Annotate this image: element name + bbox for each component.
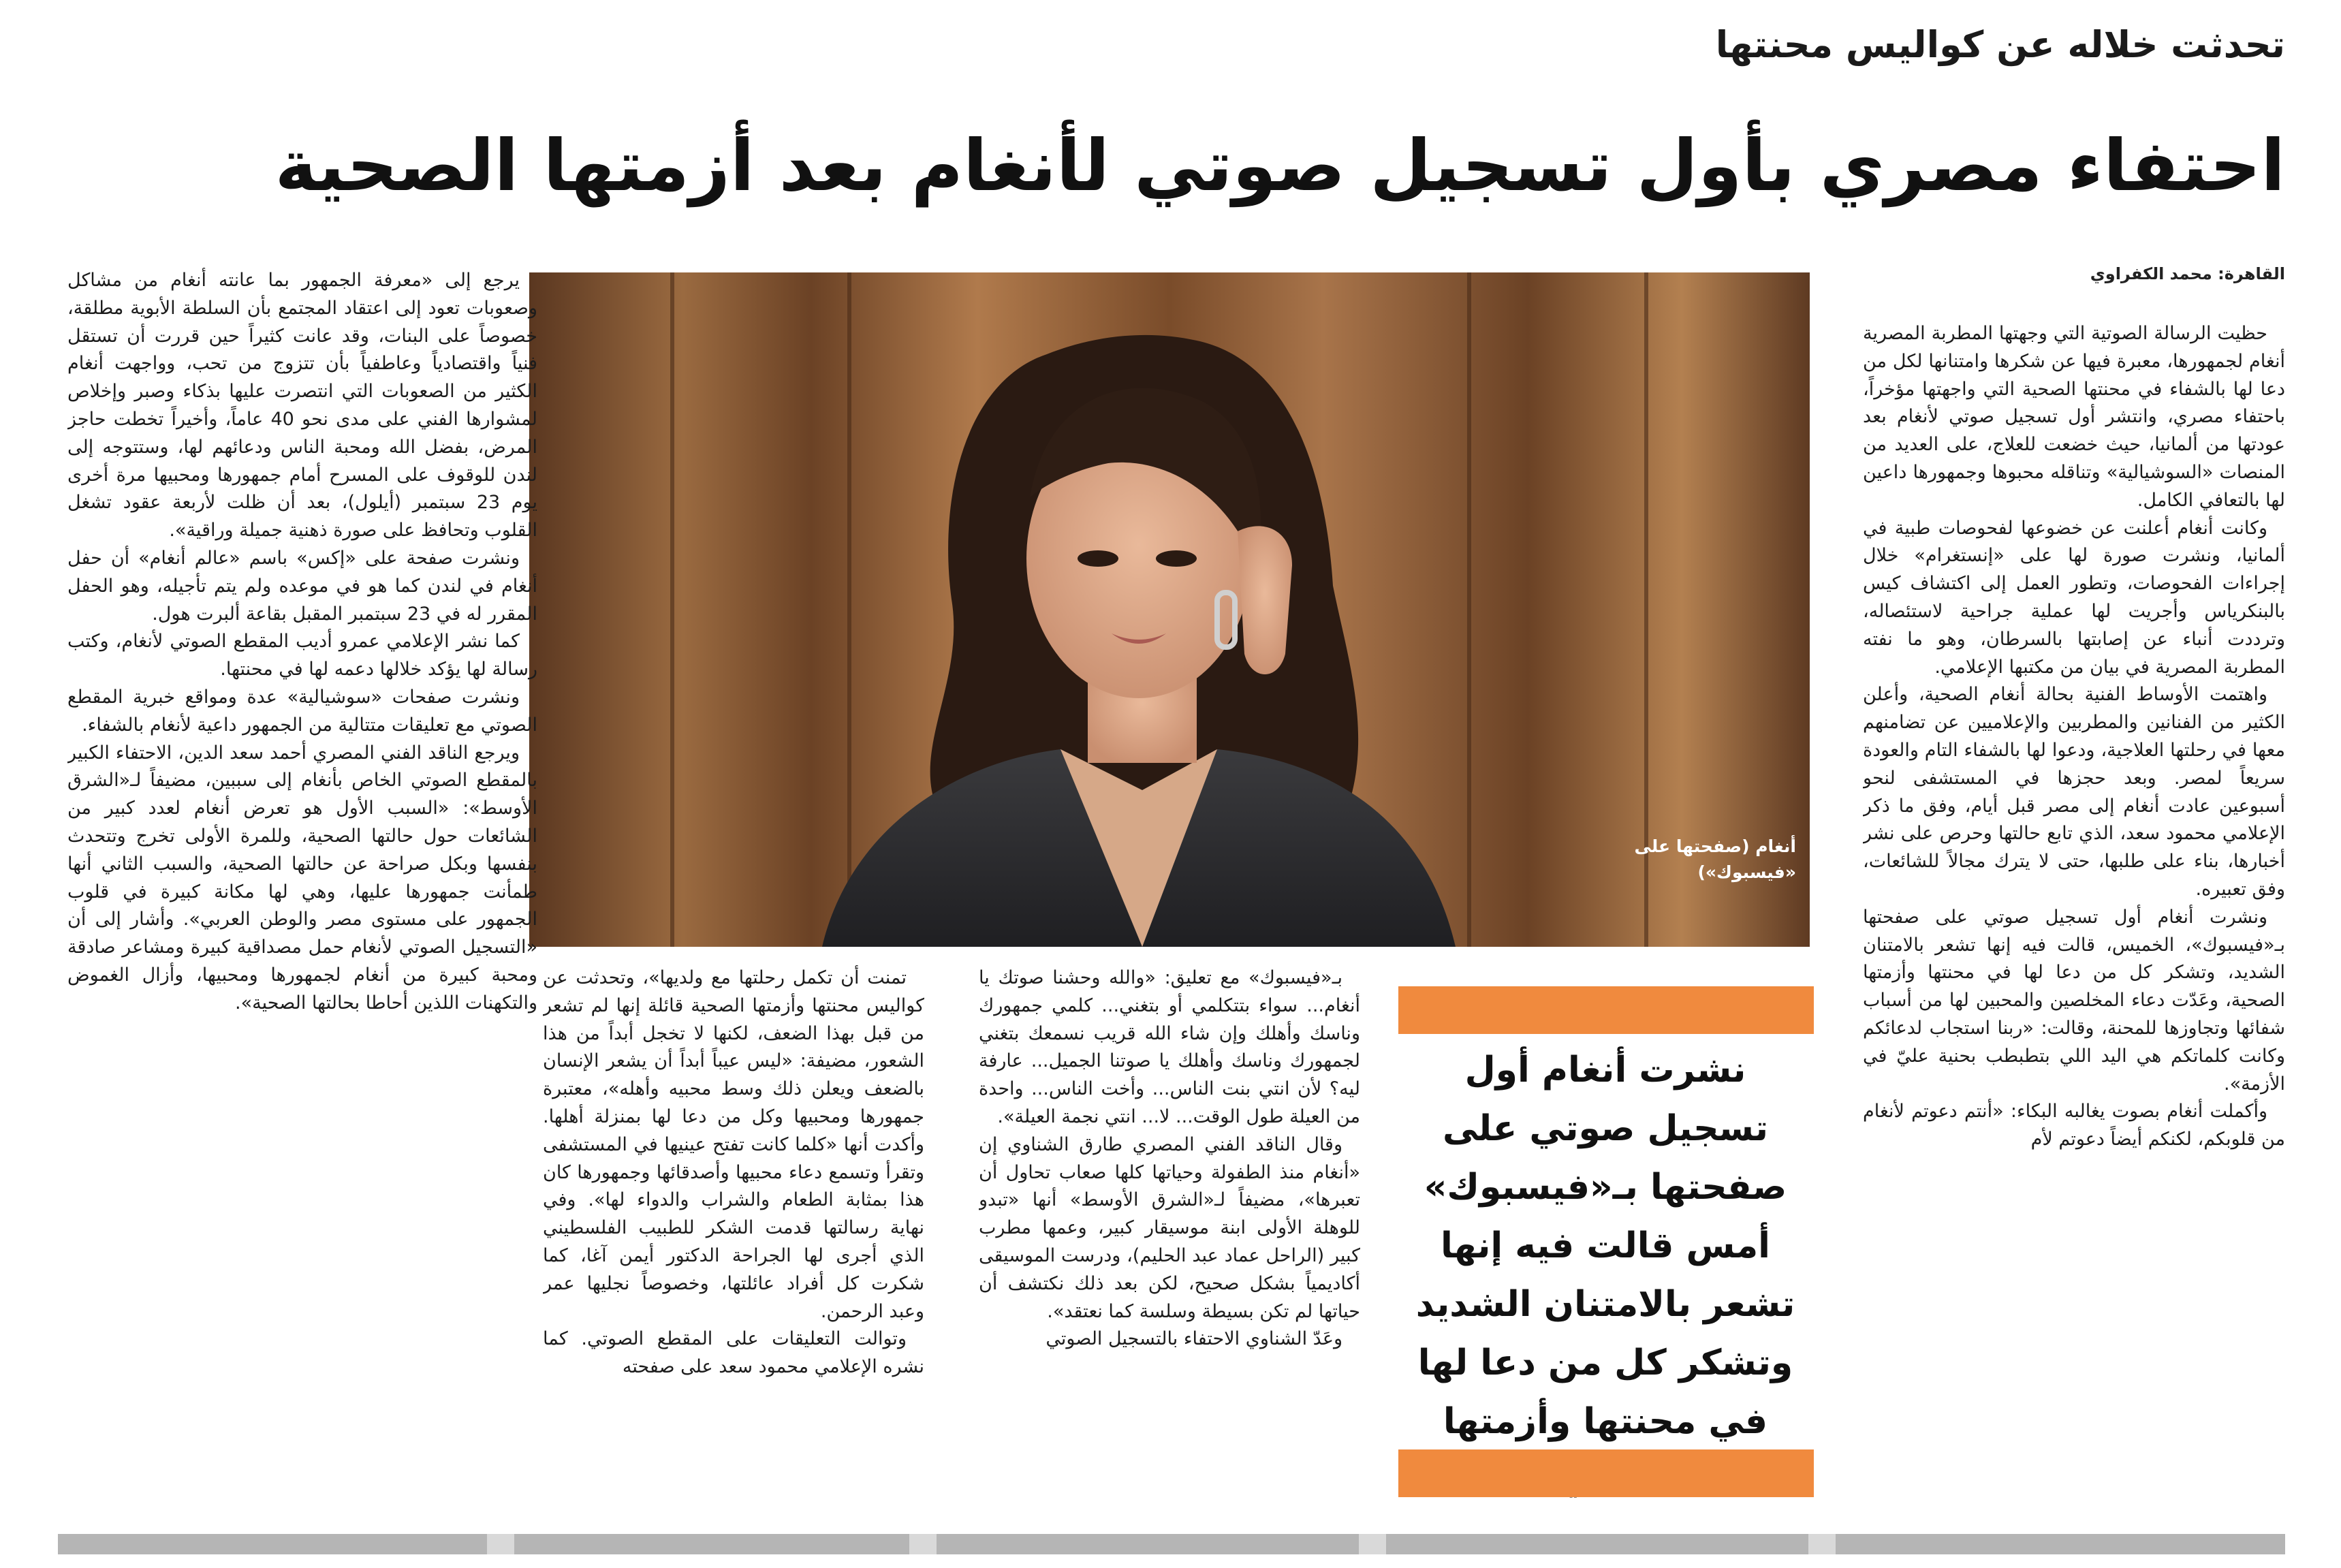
column-2-paragraph: تمنت أن تكمل رحلتها مع ولديها»، وتحدثت عن كواليس محنتها وأزمتها الصحية قائلة إنها لم تشعر من قبل بهذا الضعف، لكنها لا تخجل أبداً من هذا الشعور، مضيفة: «ليس عيباً أبداً أن يشعر الإنسان بالضعف ويعلن ذلك وسط محبيه وأهله»، معتبرة جمهورها ومحبيها وكل من دعا لها بمنزلة أهلها. وأكدت أنها «كلما كانت تفتح عينيها في المستشفى وتقرأ وتسمع دعاء محبيها وأصدقائها وجمهورها كان هذا بمثابة الطعام والشراب والدواء لها». وفي نهاية رسالتها قدمت الشكر للطبيب الفلسطيني الذي أجرى لها الجراحة الدكتور أيمن آغا، كما شكرت كل أفراد عائلتها، وخصوصاً نجليها عمر وعبد الرحمن. bbox=[543, 967, 924, 1322]
footer-segment bbox=[937, 1534, 1359, 1554]
article-kicker: تحدثت خلاله عن كواليس محنتها bbox=[1715, 23, 2285, 66]
column-3-paragraph: بـ«فيسبوك» مع تعليق: «والله وحشنا صوتك يا أنغام... سواء بتتكلمي أو بتغني... كلمي جمهورك وناسك وأهلك وإن شاء الله قريب نسمعك بتغني لجمهورك وناسك وأهلك يا صوتنا الجميل... عارفة ليه؟ لأن انتي بنت الناس... وأخت الناس... واحدة من العيلة طول الوقت... لا... انتي نجمة العيلة». bbox=[979, 967, 1360, 1127]
footer-bar bbox=[58, 1534, 2285, 1554]
column-4-paragraph: ويرجع الناقد الفني المصري أحمد سعد الدين، الاحتفاء الكبير بالمقطع الصوتي الخاص بأنغام إلى سببين، مضيفاً لـ«الشرق الأوسط»: «السبب الأول هو تعرض أنغام لعدد كبير من الشائعات حول حالتها الصحية، وللمرة الأولى تخرج وتتحدث بنفسها وبكل صراحة عن حالتها الصحية، والسبب الثاني أنها طمأنت جمهورها عليها، وهي لها مكانة كبيرة في قلوب الجمهور على مستوى مصر والوطن العربي». وأشار إلى أن «التسجيل الصوتي لأنغام حمل مصداقية كبيرة ومشاعر صادقة ومحبة كبيرة من أنغام لجمهورها ومحبيها، وأزال الغموض والتكهنات اللذين أحاطا بحالتها الصحية». bbox=[67, 742, 537, 1014]
article-byline: القاهرة: محمد الكفراوي bbox=[2090, 264, 2285, 283]
footer-segment bbox=[1836, 1534, 2285, 1554]
pull-quote-bottom-bar bbox=[1398, 1449, 1814, 1497]
footer-segment bbox=[909, 1534, 937, 1554]
column-3-paragraph: وقال الناقد الفني المصري طارق الشناوي إن «أنغام منذ الطفولة وحياتها كلها صعاب تحاول أن تعبرها»، مضيفاً لـ«الشرق الأوسط» أنها «تبدو للوهلة الأولى ابنة موسيقار كبير، وعمها مطرب كبير (الراحل عماد عبد الحليم)، ودرست الموسيقى أكاديمياً بشكل صحيح، لكن بعد ذلك نكتشف أن حياتها لم تكن بسيطة وسلسة كما نعتقد». bbox=[979, 1133, 1360, 1322]
column-3-paragraph: وعَدّ الشناوي الاحتفاء بالتسجيل الصوتي bbox=[1046, 1328, 1342, 1350]
article-column-4 bbox=[67, 267, 537, 1520]
article-photo bbox=[529, 272, 1810, 947]
column-4-paragraph: ونشرت صفحات «سوشيالية» عدة ومواقع خبرية المقطع الصوتي مع تعليقات متتالية من الجمهور داعية لأنغام بالشفاء. bbox=[67, 686, 537, 736]
article-headline: احتفاء مصري بأول تسجيل صوتي لأنغام بعد أزمتها الصحية bbox=[274, 124, 2285, 207]
portrait-illustration bbox=[529, 272, 1810, 947]
article-column-2 bbox=[543, 965, 924, 1516]
pull-quote: نشرت أنغام أول تسجيل صوتي على صفحتها بـ«فيسبوك» أمس قالت فيه إنها تشعر بالامتنان الشديد وتشكر كل من دعا لها في محنتها وأزمتها bbox=[1415, 1050, 1795, 1442]
column-4-paragraph: ونشرت صفحة على «إكس» باسم «عالم أنغام» أن حفل أنغام في لندن كما هو في موعده ولم يتم تأجيله، وهو الحفل المقرر له في 23 سبتمبر المقبل بقاعة ألبرت هول. bbox=[67, 547, 537, 625]
column-4-paragraph: يرجع إلى «معرفة الجمهور بما عانته أنغام من مشاكل وصعوبات تعود إلى اعتقاد المجتمع بأن السلطة الأبوية مطلقة، خصوصاً على البنات، وقد عانت كثيراً حين قررت أن تستقل فنياً واقتصادياً وعاطفياً بأن تتزوج من تحب، وواجهت أنغام الكثير من الصعوبات التي انتصرت عليها بذكاء وصبر وإخلاص لمشوارها الفني على مدى نحو 40 عاماً، وأخيراً تخطت حاجز المرض، بفضل الله ومحبة الناس ودعائهم لها، وستتوجه إلى لندن للوقوف على المسرح أمام جمهورها ومحبيها مرة أخرى يوم 23 سبتمبر (أيلول)، بعد أن ظلت لأربعة عقود تشغل القلوب وتحافظ على صورة ذهنية جميلة وراقية». bbox=[67, 270, 537, 542]
footer-segment bbox=[487, 1534, 514, 1554]
photo-caption: أنغام (صفحتها على «فيسبوك») bbox=[1634, 836, 1796, 882]
column-1-paragraph: واهتمت الأوساط الفنية بحالة أنغام الصحية، وأعلن الكثير من الفنانين والمطربين والإعلاميين عن تضامنهم معها في رحلتها العلاجية، ودعوا لها بالشفاء التام والعودة سريعاً لمصر. وبعد حجزها في المستشفى لنحو أسبوعين عادت أنغام إلى مصر قبل أيام، وفق ما ذكر الإعلامي محمود سعد، الذي تابع حالتها وحرص على نشر أخبارها، بناء على طلبها، حتى لا يترك مجالاً للشائعات، وفق تعبيره. bbox=[1863, 684, 2285, 900]
article-column-3 bbox=[979, 965, 1360, 1516]
footer-segment bbox=[514, 1534, 909, 1554]
footer-segment bbox=[1386, 1534, 1808, 1554]
footer-segment bbox=[58, 1534, 487, 1554]
article-column-1 bbox=[1863, 320, 2285, 1519]
column-1-paragraph: حظيت الرسالة الصوتية التي وجهتها المطربة المصرية أنغام لجمهورها، معبرة فيها عن شكرها وامتنانها لكل من دعا لها بالشفاء في محنتها الصحية التي واجهتها مؤخراً، باحتفاء مصري، وانتشر أول تسجيل صوتي لأنغام بعد عودتها من ألمانيا، حيث خضعت للعلاج، على العديد من المنصات «السوشيالية» وتناقله محبوها وجمهورها داعين لها بالتعافي الكامل. bbox=[1863, 323, 2285, 511]
column-1-paragraph: وأكملت أنغام بصوت يغالبه البكاء: «أنتم دعوتم لأنغام من قلوبكم، لكنكم أيضاً دعوتم لأم bbox=[1863, 1101, 2285, 1150]
column-1-paragraph: وكانت أنغام أعلنت عن خضوعها لفحوصات طبية في ألمانيا، ونشرت صورة لها على «إنستغرام» خلال إجراءات الفحوصات، وتطور العمل إلى اكتشاف كيس بالبنكرياس وأجريت لها عملية جراحية لاستئصاله، وترددت أنباء عن إصابتها بالسرطان، وهو ما نفته المطربة المصرية في بيان من مكتبها الإعلامي. bbox=[1863, 517, 2285, 678]
column-1-paragraph: ونشرت أنغام أول تسجيل صوتي على صفحتها بـ«فيسبوك»، الخميس، قالت فيه إنها تشعر بالامتنان الشديد، وتشكر كل من دعا لها في محنتها وأزمتها الصحية، وعَدّت دعاء المخلصين والمحبين لها من أسباب شفائها وتجاوزها للمحنة، وقالت: «ربنا استجاب لدعائكم وكانت كلماتكم هي اليد اللي بتطبطب بحنية عليّ في الأزمة». bbox=[1863, 906, 2285, 1095]
column-4-paragraph: كما نشر الإعلامي عمرو أديب المقطع الصوتي لأنغام، وكتب رسالة لها يؤكد خلالها دعمه لها في محنتها. bbox=[67, 631, 537, 680]
column-2-paragraph: وتوالت التعليقات على المقطع الصوتي. كما نشره الإعلامي محمود سعد على صفحته bbox=[543, 1328, 924, 1378]
pull-quote-top-bar bbox=[1398, 986, 1814, 1034]
footer-segment bbox=[1359, 1534, 1386, 1554]
footer-segment bbox=[1808, 1534, 1836, 1554]
